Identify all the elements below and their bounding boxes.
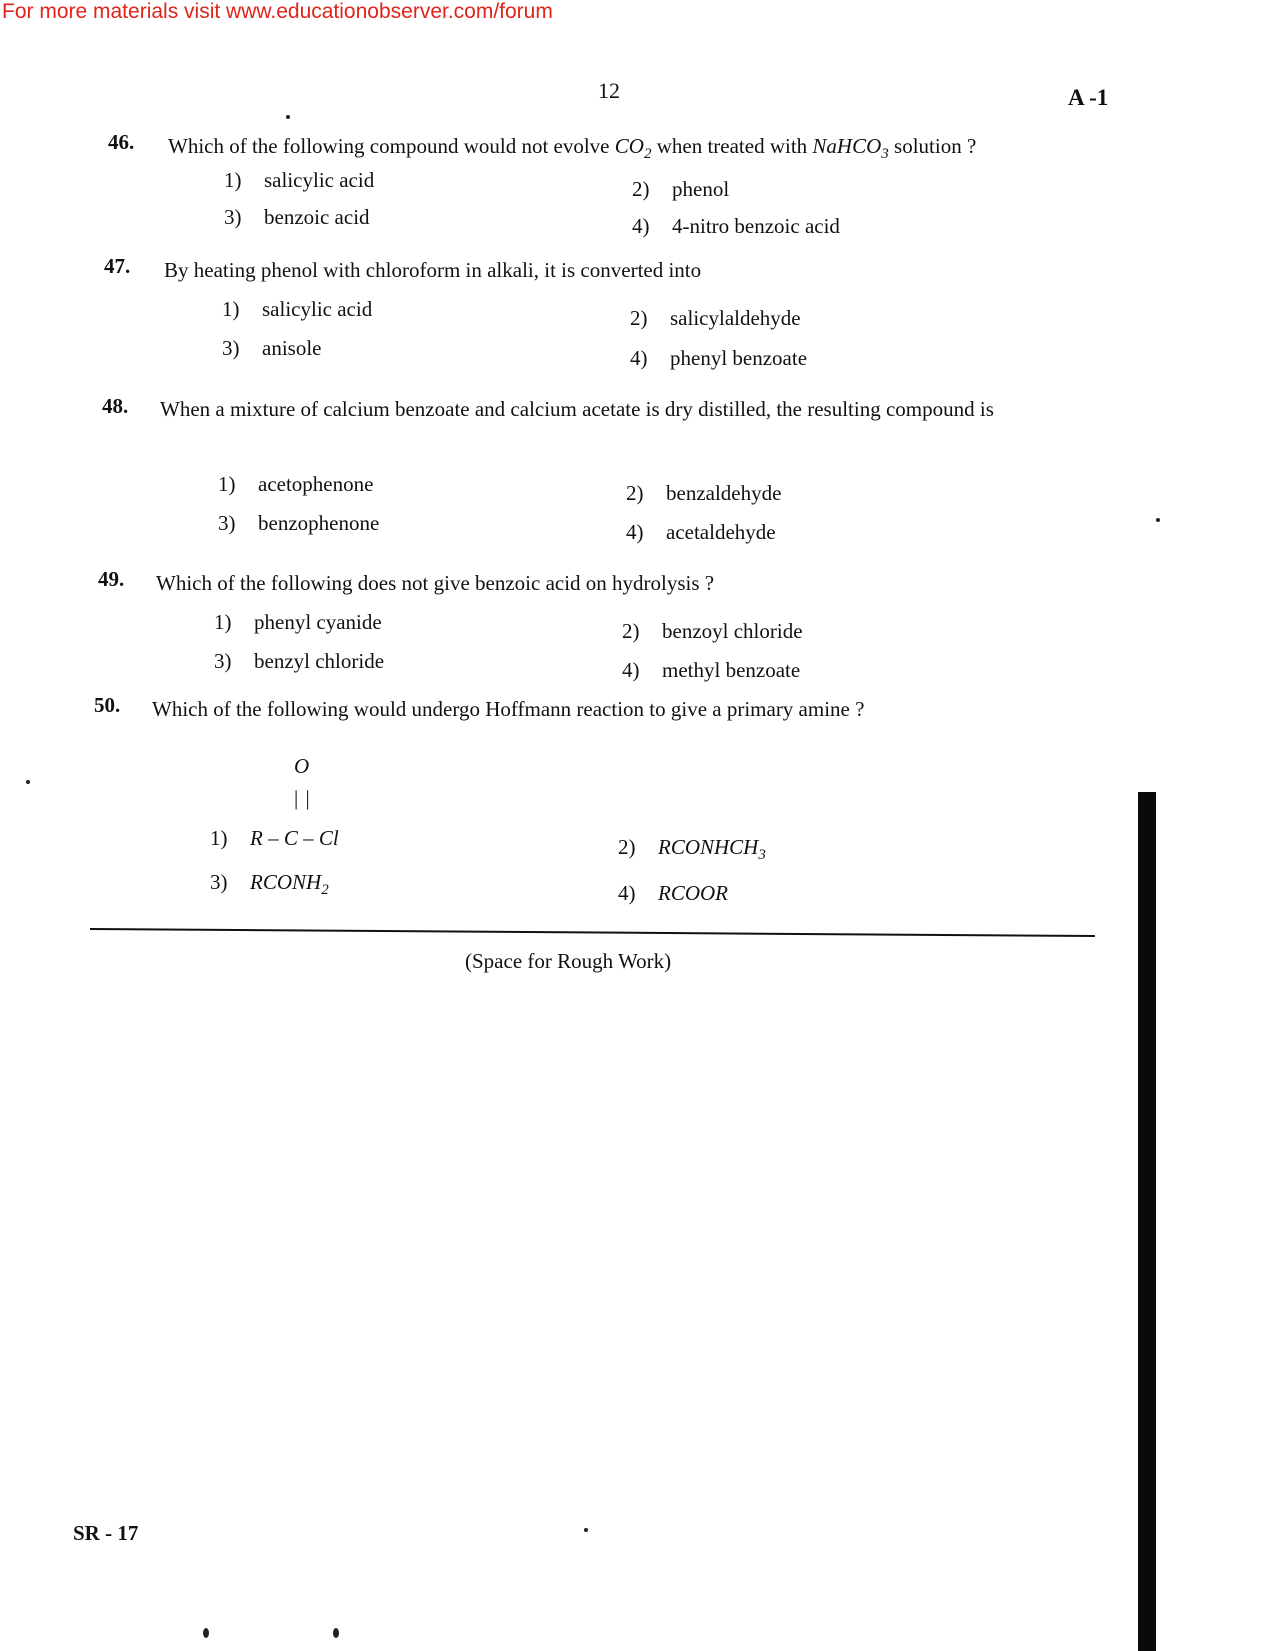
q49-option-2: 2) benzoyl chloride <box>622 619 803 643</box>
paper-code: A -1 <box>1068 85 1109 110</box>
q46-option-2: 2) phenol <box>632 177 730 201</box>
source-banner: For more materials visit www.educationobserver.com/forum <box>2 0 553 23</box>
nahco3-formula: NaHCO$_3$ <box>812 134 889 163</box>
q47-option-4: 4) phenyl benzoate <box>630 346 808 370</box>
scan-speck <box>1156 518 1160 522</box>
question-47-number: 47. <box>104 254 131 278</box>
footer-code: SR - 17 <box>73 1521 139 1545</box>
rough-work-label: (Space for Rough Work) <box>465 949 672 973</box>
question-46-number: 46. <box>108 130 135 154</box>
q50-option-4: 4) RCOOR <box>618 881 728 905</box>
q48-option-1: 1) acetophenone <box>218 472 374 496</box>
q47-option-3: 3) anisole <box>222 336 322 360</box>
question-47-text: By heating phenol with chloroform in alkali, it is converted into <box>164 258 702 282</box>
question-46-text-a: Which of the following compound would not evolve <box>168 134 615 158</box>
q50-option-3: 3) $RCONH_2$ <box>210 870 329 899</box>
q46-option-3: 3) benzoic acid <box>224 205 370 229</box>
scan-speck <box>203 1628 209 1638</box>
scan-speck <box>286 115 290 119</box>
scan-speck <box>26 780 30 784</box>
q46-option-4: 4) 4-nitro benzoic acid <box>632 214 840 238</box>
question-50-text: Which of the following would undergo Hoffmann reaction to give a primary amine ? <box>152 697 865 721</box>
question-46-text-b: when treated with <box>651 134 813 158</box>
q50-option-1: 1) R – C – Cl <box>210 826 339 850</box>
page-number: 12 <box>598 78 620 103</box>
q49-option-1: 1) phenyl cyanide <box>214 610 382 634</box>
carbonyl-double-bond: | | <box>294 786 311 810</box>
section-divider <box>90 928 1095 937</box>
q47-option-2: 2) salicylaldehyde <box>630 306 801 330</box>
question-49-text: Which of the following does not give benzoic acid on hydrolysis ? <box>156 571 715 595</box>
question-48-text: When a mixture of calcium benzoate and calcium acetate is dry distilled, the resulting compound is <box>160 397 994 421</box>
q48-option-4: 4) acetaldehyde <box>626 520 776 544</box>
co2-formula: $CO_2$ <box>614 134 652 163</box>
q48-option-2: 2) benzaldehyde <box>626 481 782 505</box>
q47-option-1: 1) salicylic acid <box>222 297 373 321</box>
question-48-number: 48. <box>102 394 129 418</box>
question-50-number: 50. <box>94 693 121 717</box>
carbonyl-oxygen: O <box>294 754 310 778</box>
q49-option-3: 3) benzyl chloride <box>214 649 385 673</box>
q49-option-4: 4) methyl benzoate <box>622 658 801 682</box>
question-49-number: 49. <box>98 567 125 591</box>
question-46-text <box>168 134 976 163</box>
scan-speck <box>333 1628 339 1638</box>
question-46-text-c: solution ? <box>888 134 977 158</box>
q46-option-1: 1) salicylic acid <box>224 168 375 192</box>
scan-edge-shadow <box>1138 792 1156 1651</box>
scan-speck <box>584 1528 588 1532</box>
q48-option-3: 3) benzophenone <box>218 511 380 535</box>
q50-option-2: 2) $RCONHCH_3$ <box>618 835 766 864</box>
